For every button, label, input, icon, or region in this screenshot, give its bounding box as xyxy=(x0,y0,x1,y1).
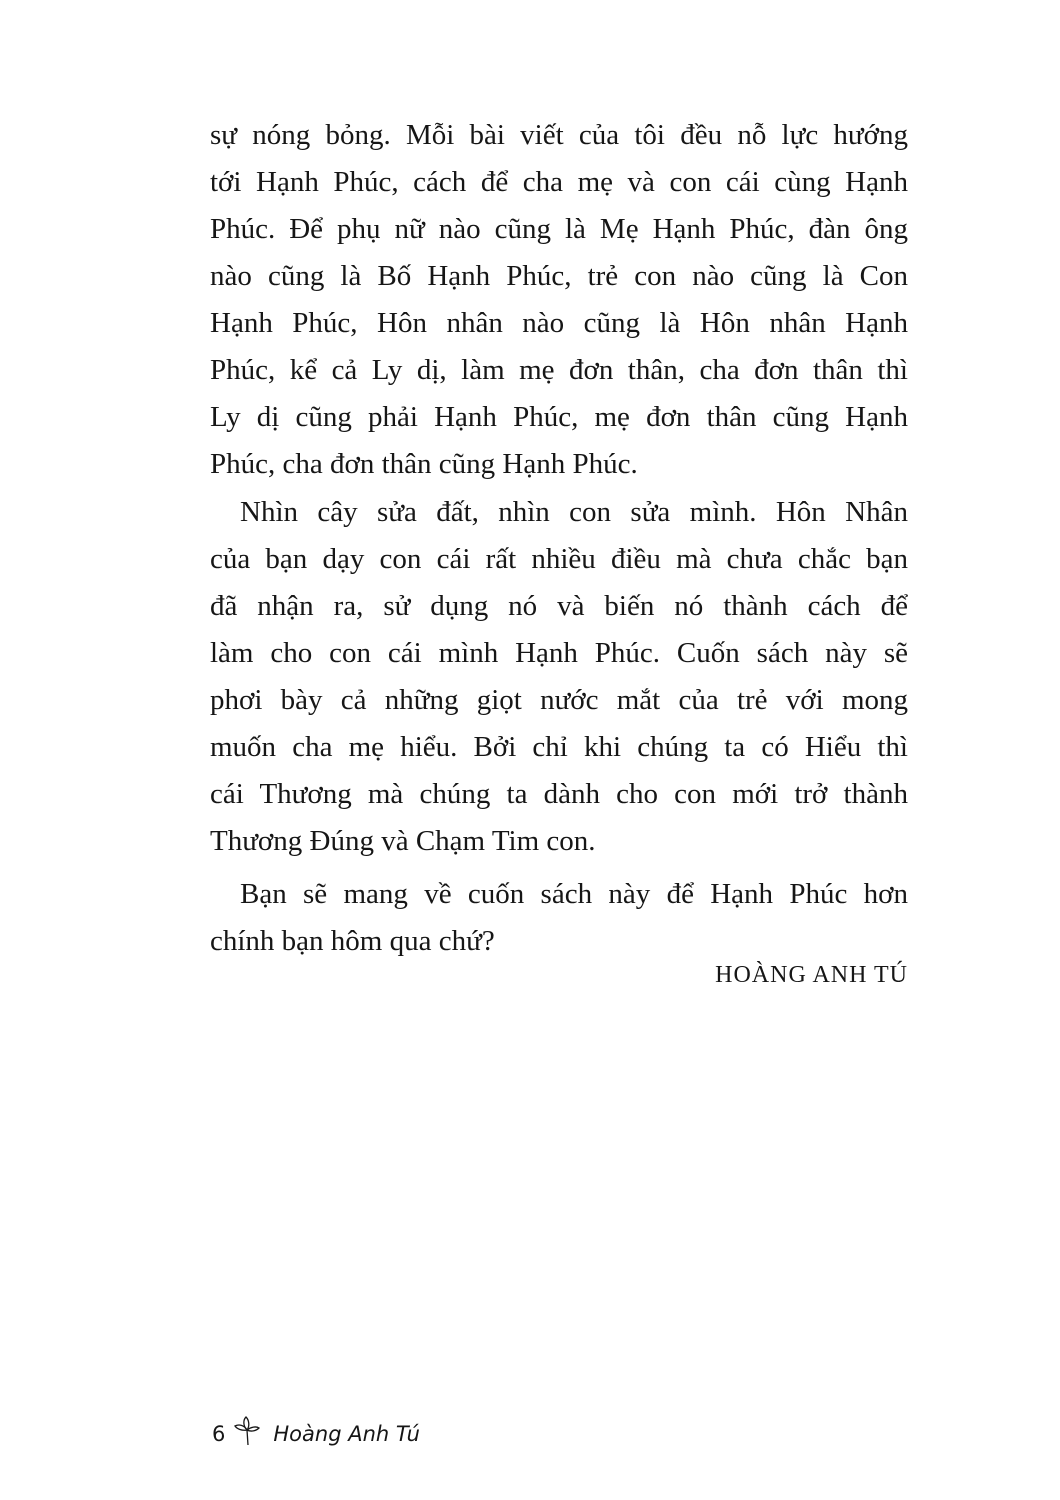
paragraph-2 xyxy=(210,489,908,865)
leaf-sprig-icon xyxy=(233,1416,261,1451)
text-line: chính bạn hôm qua chứ? xyxy=(210,925,495,957)
author-signature: HOÀNG ANH TÚ xyxy=(715,962,908,988)
running-title: Hoàng Anh Tú xyxy=(273,1421,420,1446)
page-footer xyxy=(212,1416,420,1451)
text-line: tới Hạnh Phúc, cách để cha mẹ và con cái cùng Hạnh xyxy=(210,166,908,198)
body-text xyxy=(210,112,908,965)
text-line: cái Thương mà chúng ta dành cho con mới trở thành xyxy=(210,778,908,810)
text-line: Phúc, cha đơn thân cũng Hạnh Phúc. xyxy=(210,448,638,480)
text-line: Hạnh Phúc, Hôn nhân nào cũng là Hôn nhân Hạnh xyxy=(210,307,908,339)
page-number: 6 xyxy=(212,1421,226,1446)
text-line: Nhìn cây sửa đất, nhìn con sửa mình. Hôn Nhân xyxy=(240,496,908,528)
text-line: Phúc, kể cả Ly dị, làm mẹ đơn thân, cha đơn thân thì xyxy=(210,354,908,386)
paragraph-1 xyxy=(210,112,908,488)
text-line: Phúc. Để phụ nữ nào cũng là Mẹ Hạnh Phúc, đàn ông xyxy=(210,213,908,245)
text-line: Bạn sẽ mang về cuốn sách này để Hạnh Phúc hơn xyxy=(240,878,908,910)
text-line: nào cũng là Bố Hạnh Phúc, trẻ con nào cũng là Con xyxy=(210,260,908,292)
text-line: phơi bày cả những giọt nước mắt của trẻ với mong xyxy=(210,684,908,716)
text-line: muốn cha mẹ hiểu. Bởi chỉ khi chúng ta có Hiểu thì xyxy=(210,731,908,763)
text-line: sự nóng bỏng. Mỗi bài viết của tôi đều nỗ lực hướng xyxy=(210,119,908,151)
text-line: Ly dị cũng phải Hạnh Phúc, mẹ đơn thân cũng Hạnh xyxy=(210,401,908,433)
text-line: làm cho con cái mình Hạnh Phúc. Cuốn sách này sẽ xyxy=(210,637,908,669)
paragraph-3 xyxy=(210,871,908,965)
text-line: của bạn dạy con cái rất nhiều điều mà chưa chắc bạn xyxy=(210,543,908,575)
text-line: đã nhận ra, sử dụng nó và biến nó thành cách để xyxy=(210,590,908,622)
text-line: Thương Đúng và Chạm Tim con. xyxy=(210,825,596,857)
